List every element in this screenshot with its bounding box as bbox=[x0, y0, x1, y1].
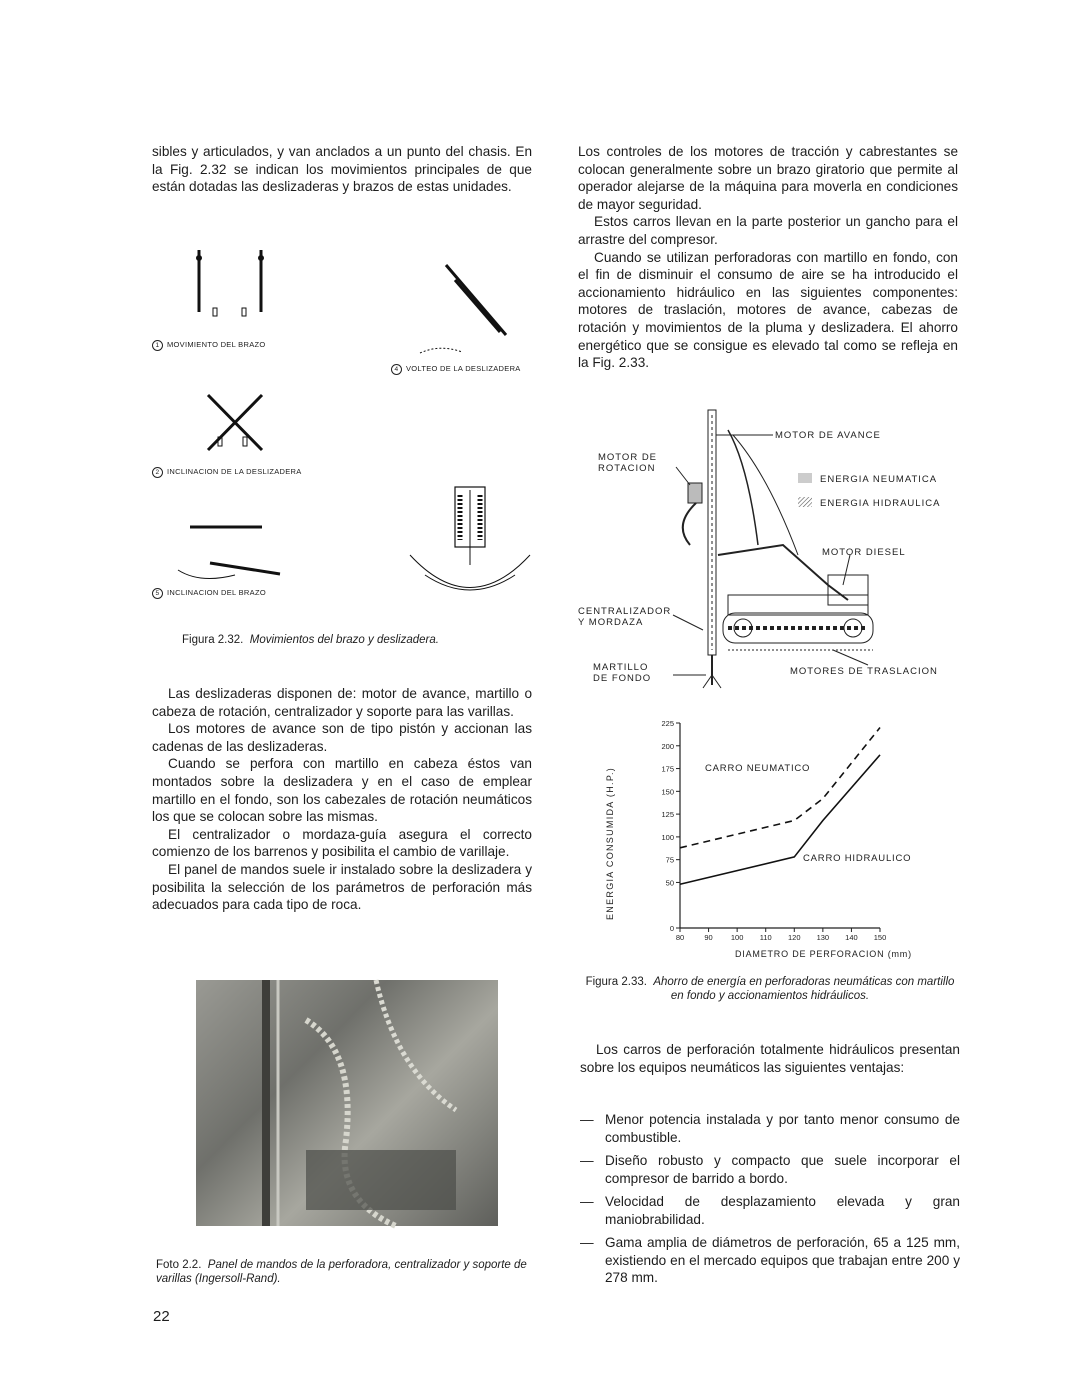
label-motores-traslacion: MOTORES DE TRASLACION bbox=[790, 666, 938, 677]
x-tick-label: 120 bbox=[788, 933, 801, 942]
y-tick-label: 225 bbox=[661, 719, 674, 728]
body-paragraph-1: Las deslizaderas disponen de: motor de avance, martillo o cabeza de rotación, centralizador y soporte para las varillas. bbox=[152, 686, 532, 719]
x-tick-label: 80 bbox=[675, 933, 685, 942]
fig-label-2: 2 INCLINACION DE LA DESLIZADERA bbox=[152, 467, 302, 478]
conclusion-paragraph: Los carros de perforación totalmente hidráulicos presentan sobre los equipos neumáticos las siguientes ventajas: bbox=[580, 1042, 960, 1075]
fig-arm-tilt-drawing bbox=[178, 527, 280, 579]
label-motor-rotacion: MOTOR DE ROTACION bbox=[598, 452, 658, 474]
figure-2-32-caption: Figura 2.32. Movimientos del brazo y deslizadera. bbox=[182, 634, 439, 646]
y-tick-label: 100 bbox=[661, 832, 674, 842]
x-tick-label: 110 bbox=[759, 933, 772, 942]
chart-ylabel: ENERGIA CONSUMIDA (H.P.) bbox=[605, 766, 615, 920]
label-martillo-fondo: MARTILLO DE FONDO bbox=[593, 662, 652, 684]
legend-energia-neumatica: ENERGIA NEUMATICA bbox=[820, 474, 938, 485]
drill-rig-diagram bbox=[578, 405, 978, 705]
y-tick-label: 0 bbox=[669, 924, 674, 933]
y-tick-label: 75 bbox=[665, 855, 674, 865]
chart-xlabel: DIAMETRO DE PERFORACION (mm) bbox=[735, 949, 912, 959]
body-paragraph-3: Cuando se perfora con martillo en cabeza éstos van montados sobre la deslizadera y en el caso de emplear martillo en el fondo, son los cabezales de rotación neumáticos los que se colocan sobre las mismas. bbox=[152, 756, 532, 825]
series-line-1 bbox=[680, 755, 880, 884]
right-paragraph-2: Estos carros llevan en la parte posterior un gancho para el arrastre del compresor. bbox=[578, 214, 958, 247]
label-motor-avance: MOTOR DE AVANCE bbox=[775, 430, 881, 441]
fig-slide-tilt-drawing bbox=[208, 395, 262, 450]
body-paragraph-4: El centralizador o mordaza-guía asegura el correcto comienzo de los barrenos y posibilita el cambio de varillaje. bbox=[152, 826, 532, 860]
label-centralizador: CENTRALIZADOR Y MORDAZA bbox=[578, 606, 672, 628]
series-label-neumatico: CARRO NEUMATICO bbox=[705, 763, 811, 774]
right-paragraph-1: Los controles de los motores de tracción y cabrestantes se colocan generalmente sobre un brazo giratorio que permite al operador alejarse de la máquina para moverla en condiciones de mayor seguridad. bbox=[578, 144, 958, 212]
fig-label-1: 1 MOVIMIENTO DEL BRAZO bbox=[152, 340, 266, 351]
x-tick-label: 130 bbox=[816, 933, 830, 942]
label-motor-diesel: MOTOR DIESEL bbox=[822, 547, 906, 558]
x-tick-label: 90 bbox=[704, 933, 713, 942]
x-tick-label: 140 bbox=[845, 933, 858, 942]
y-tick-label: 125 bbox=[661, 810, 674, 820]
figure-2-32 bbox=[150, 240, 550, 600]
legend-energia-hidraulica: ENERGIA HIDRAULICA bbox=[820, 498, 941, 509]
body-paragraphs bbox=[152, 685, 532, 914]
intro-paragraph: sibles y articulados, y van anclados a un punto del chasis. En la Fig. 2.32 se indican los movimientos principales de que están dotadas las deslizaderas y brazos de estas unidades. bbox=[152, 144, 532, 195]
photo-caption: Foto 2.2. Panel de mandos de la perforadora, centralizador y soporte de varillas (Ingersoll-Rand). bbox=[156, 1259, 527, 1285]
photo-control-panel bbox=[196, 980, 498, 1226]
x-tick-label: 100 bbox=[730, 933, 744, 942]
right-paragraph-3: Cuando se utilizan perforadoras con martillo en fondo, con el fin de disminuir el consumo de aire se ha introducido el accionamiento hidráulico en las siguientes componentes: motores de traslación, motores de avance, cabezas de rotación y movimientos de la pluma y deslizadera. El ahorro energético que se consigue es elevado tal como se refleja en la Fig. 2.33. bbox=[578, 249, 958, 371]
body-paragraph-5: El panel de mandos suele ir instalado sobre la deslizadera y posibilita la selección de los parámetros de perforación más adecuados para cada tipo de roca. bbox=[152, 861, 532, 913]
body-paragraph-2: Los motores de avance son de tipo pistón y accionan las cadenas de las deslizaderas. bbox=[152, 721, 532, 754]
series-line-0 bbox=[680, 728, 880, 848]
fig-slide-roll-drawing bbox=[420, 265, 506, 353]
y-tick-label: 200 bbox=[661, 741, 674, 751]
energy-chart bbox=[590, 715, 990, 965]
y-tick-label: 150 bbox=[661, 787, 674, 797]
fig-label-4: 4 VOLTEO DE LA DESLIZADERA bbox=[391, 364, 521, 375]
series-label-hidraulico: CARRO HIDRAULICO bbox=[803, 853, 912, 864]
fig-label-5: 5 INCLINACION DEL BRAZO bbox=[152, 588, 266, 599]
fig-arm-movement-drawing bbox=[197, 250, 264, 316]
x-tick-label: 150 bbox=[873, 933, 887, 942]
legend-swatch-hydraulic bbox=[798, 497, 812, 507]
y-tick-label: 175 bbox=[661, 764, 674, 774]
figure-2-33-caption: Figura 2.33. Ahorro de energía en perforadoras neumáticas con martillo en fondo y accionamientos hidráulicos. bbox=[585, 976, 955, 1002]
right-paragraphs bbox=[578, 143, 958, 372]
page-number: 22 bbox=[153, 1308, 170, 1325]
fig-rotation-drawing bbox=[410, 487, 530, 590]
y-tick-label: 50 bbox=[665, 878, 674, 888]
legend-swatch-pneumatic bbox=[798, 473, 812, 483]
